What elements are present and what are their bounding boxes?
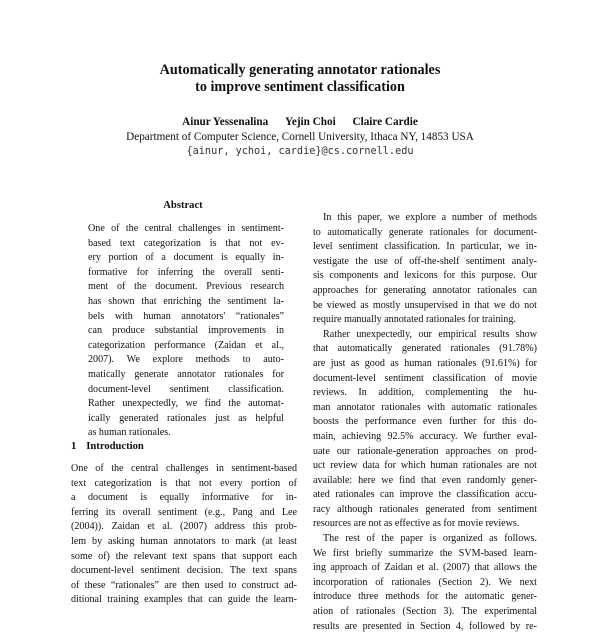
body-line: be viewed as mostly unsupervised in that we do not <box>313 299 537 311</box>
paper-title <box>0 62 600 96</box>
intro-line: of these “rationales” are then used to construct ad- <box>71 579 297 591</box>
abstract-line: 2007). We explore methods to auto- <box>88 354 284 366</box>
body-line: ated rationales can improve the classification accu- <box>313 489 537 501</box>
affiliation: Department of Computer Science, Cornell University, Ithaca NY, 14853 USA <box>126 131 474 143</box>
body-line: vestigate the use of off-the-shelf sentiment analy- <box>313 255 537 267</box>
intro-line: document-level sentiment decision. The text spans <box>71 565 297 577</box>
body-line: The rest of the paper is organized as follows. <box>323 533 537 545</box>
body-line: Rather unexpectedly, our empirical results show <box>323 328 537 340</box>
body-line: are just as good as human rationales (91.61%) for <box>313 357 537 369</box>
section-title: Introduction <box>86 441 144 452</box>
intro-line: text categorization is that not every portion of <box>71 477 297 489</box>
abstract-line: bels with human annotators' “rationales” <box>88 310 284 322</box>
intro-line: ditional training examples that can guide the learn- <box>71 594 297 606</box>
title-line-1: Automatically generating annotator rationales <box>159 62 441 78</box>
body-line: ing approach of Zaidan et al. (2007) that allows the <box>313 562 537 574</box>
body-line: require manually annotated rationales for training. <box>313 314 516 326</box>
abstract-line: matically generate annotator rationales for <box>88 368 284 380</box>
intro-line: a document is equally informative for in- <box>71 492 297 504</box>
title-line-2: to improve sentiment classification <box>195 79 405 95</box>
intro-line: (2004)). Zaidan et al. (2007) address this prob- <box>71 521 297 533</box>
body-line: boosts the performance even further for this do- <box>313 416 537 428</box>
abstract-line: categorization performance (Zaidan et al., <box>88 339 284 351</box>
body-line: results are presented in Section 4, followed by re- <box>313 620 537 632</box>
body-line: introduce three methods for the automatic gener- <box>313 591 537 603</box>
abstract-line: ically generated rationales just as helpful <box>88 412 284 424</box>
body-line: approaches for generating annotator rationales can <box>313 284 537 296</box>
intro-line: One of the central challenges in sentiment-based <box>71 463 297 474</box>
body-line: We first briefly summarize the SVM-based learn- <box>313 547 537 559</box>
body-line: available: here we find that even randomly gener- <box>313 474 537 486</box>
body-line: man annotator rationales with automatic rationales <box>313 401 537 413</box>
body-line: uate our rationale-generation approaches on prod- <box>313 445 537 457</box>
author-2: Yejin Choi <box>285 116 336 128</box>
abstract-line: has shown that enriching the sentiment la- <box>88 295 284 307</box>
abstract-line: as human rationales. <box>88 427 171 439</box>
introduction-body <box>71 462 297 608</box>
body-line: level sentiment classification. In particular, we in- <box>313 241 537 253</box>
section-heading <box>71 441 144 452</box>
body-line: main, achieving 92.5% accuracy. We further eval- <box>313 430 537 442</box>
abstract-body <box>88 222 284 441</box>
abstract-heading: Abstract <box>163 200 203 211</box>
abstract-line: based text categorization is that not ev- <box>88 237 284 249</box>
body-line: resources are not as effective as for movie reviews. <box>313 518 520 530</box>
abstract-line: document-level sentiment classification. <box>88 383 284 395</box>
body-line: reviews. In addition, complementing the hu- <box>313 387 537 399</box>
abstract-line: Rather unexpectedly, we find the automat- <box>88 398 284 410</box>
body-line: incorporation of rationales (Section 2). We next <box>313 576 537 588</box>
abstract-line: ery portion of a document is equally in- <box>88 252 284 264</box>
author-emails: {ainur, ychoi, cardie}@cs.cornell.edu <box>186 146 414 157</box>
author-list <box>0 115 600 129</box>
body-line: uct review data for which human rationales are not <box>313 460 537 472</box>
right-column-body <box>313 211 537 634</box>
body-line: document-level sentiment classification of movie <box>313 372 537 384</box>
abstract-line: formative for inferring the overall senti- <box>88 266 284 278</box>
intro-line: ferring its overall sentiment (e.g., Pang and Lee <box>71 506 297 518</box>
intro-line: some of) the relevant text spans that support each <box>71 550 297 562</box>
abstract-line: can produce substantial improvements in <box>88 325 284 337</box>
abstract-line: One of the central challenges in sentiment- <box>88 223 284 234</box>
abstract-line: ment of the document. Previous research <box>88 281 284 293</box>
body-line: In this paper, we explore a number of methods <box>323 212 537 223</box>
body-line: that automatically generated rationales (91.78%) <box>313 343 537 355</box>
body-line: racy although rationales generated from sentiment <box>313 503 537 515</box>
body-line: to automatically generate rationales for document- <box>313 226 537 238</box>
body-line: sis components and lexicons for this purpose. Our <box>313 270 537 282</box>
body-line: ation of rationales (Section 3). The experimental <box>313 606 537 618</box>
section-number: 1 <box>71 441 77 452</box>
author-3: Claire Cardie <box>352 116 418 128</box>
author-1: Ainur Yessenalina <box>182 116 269 128</box>
intro-line: lem by asking human annotators to mark (at least <box>71 535 297 547</box>
